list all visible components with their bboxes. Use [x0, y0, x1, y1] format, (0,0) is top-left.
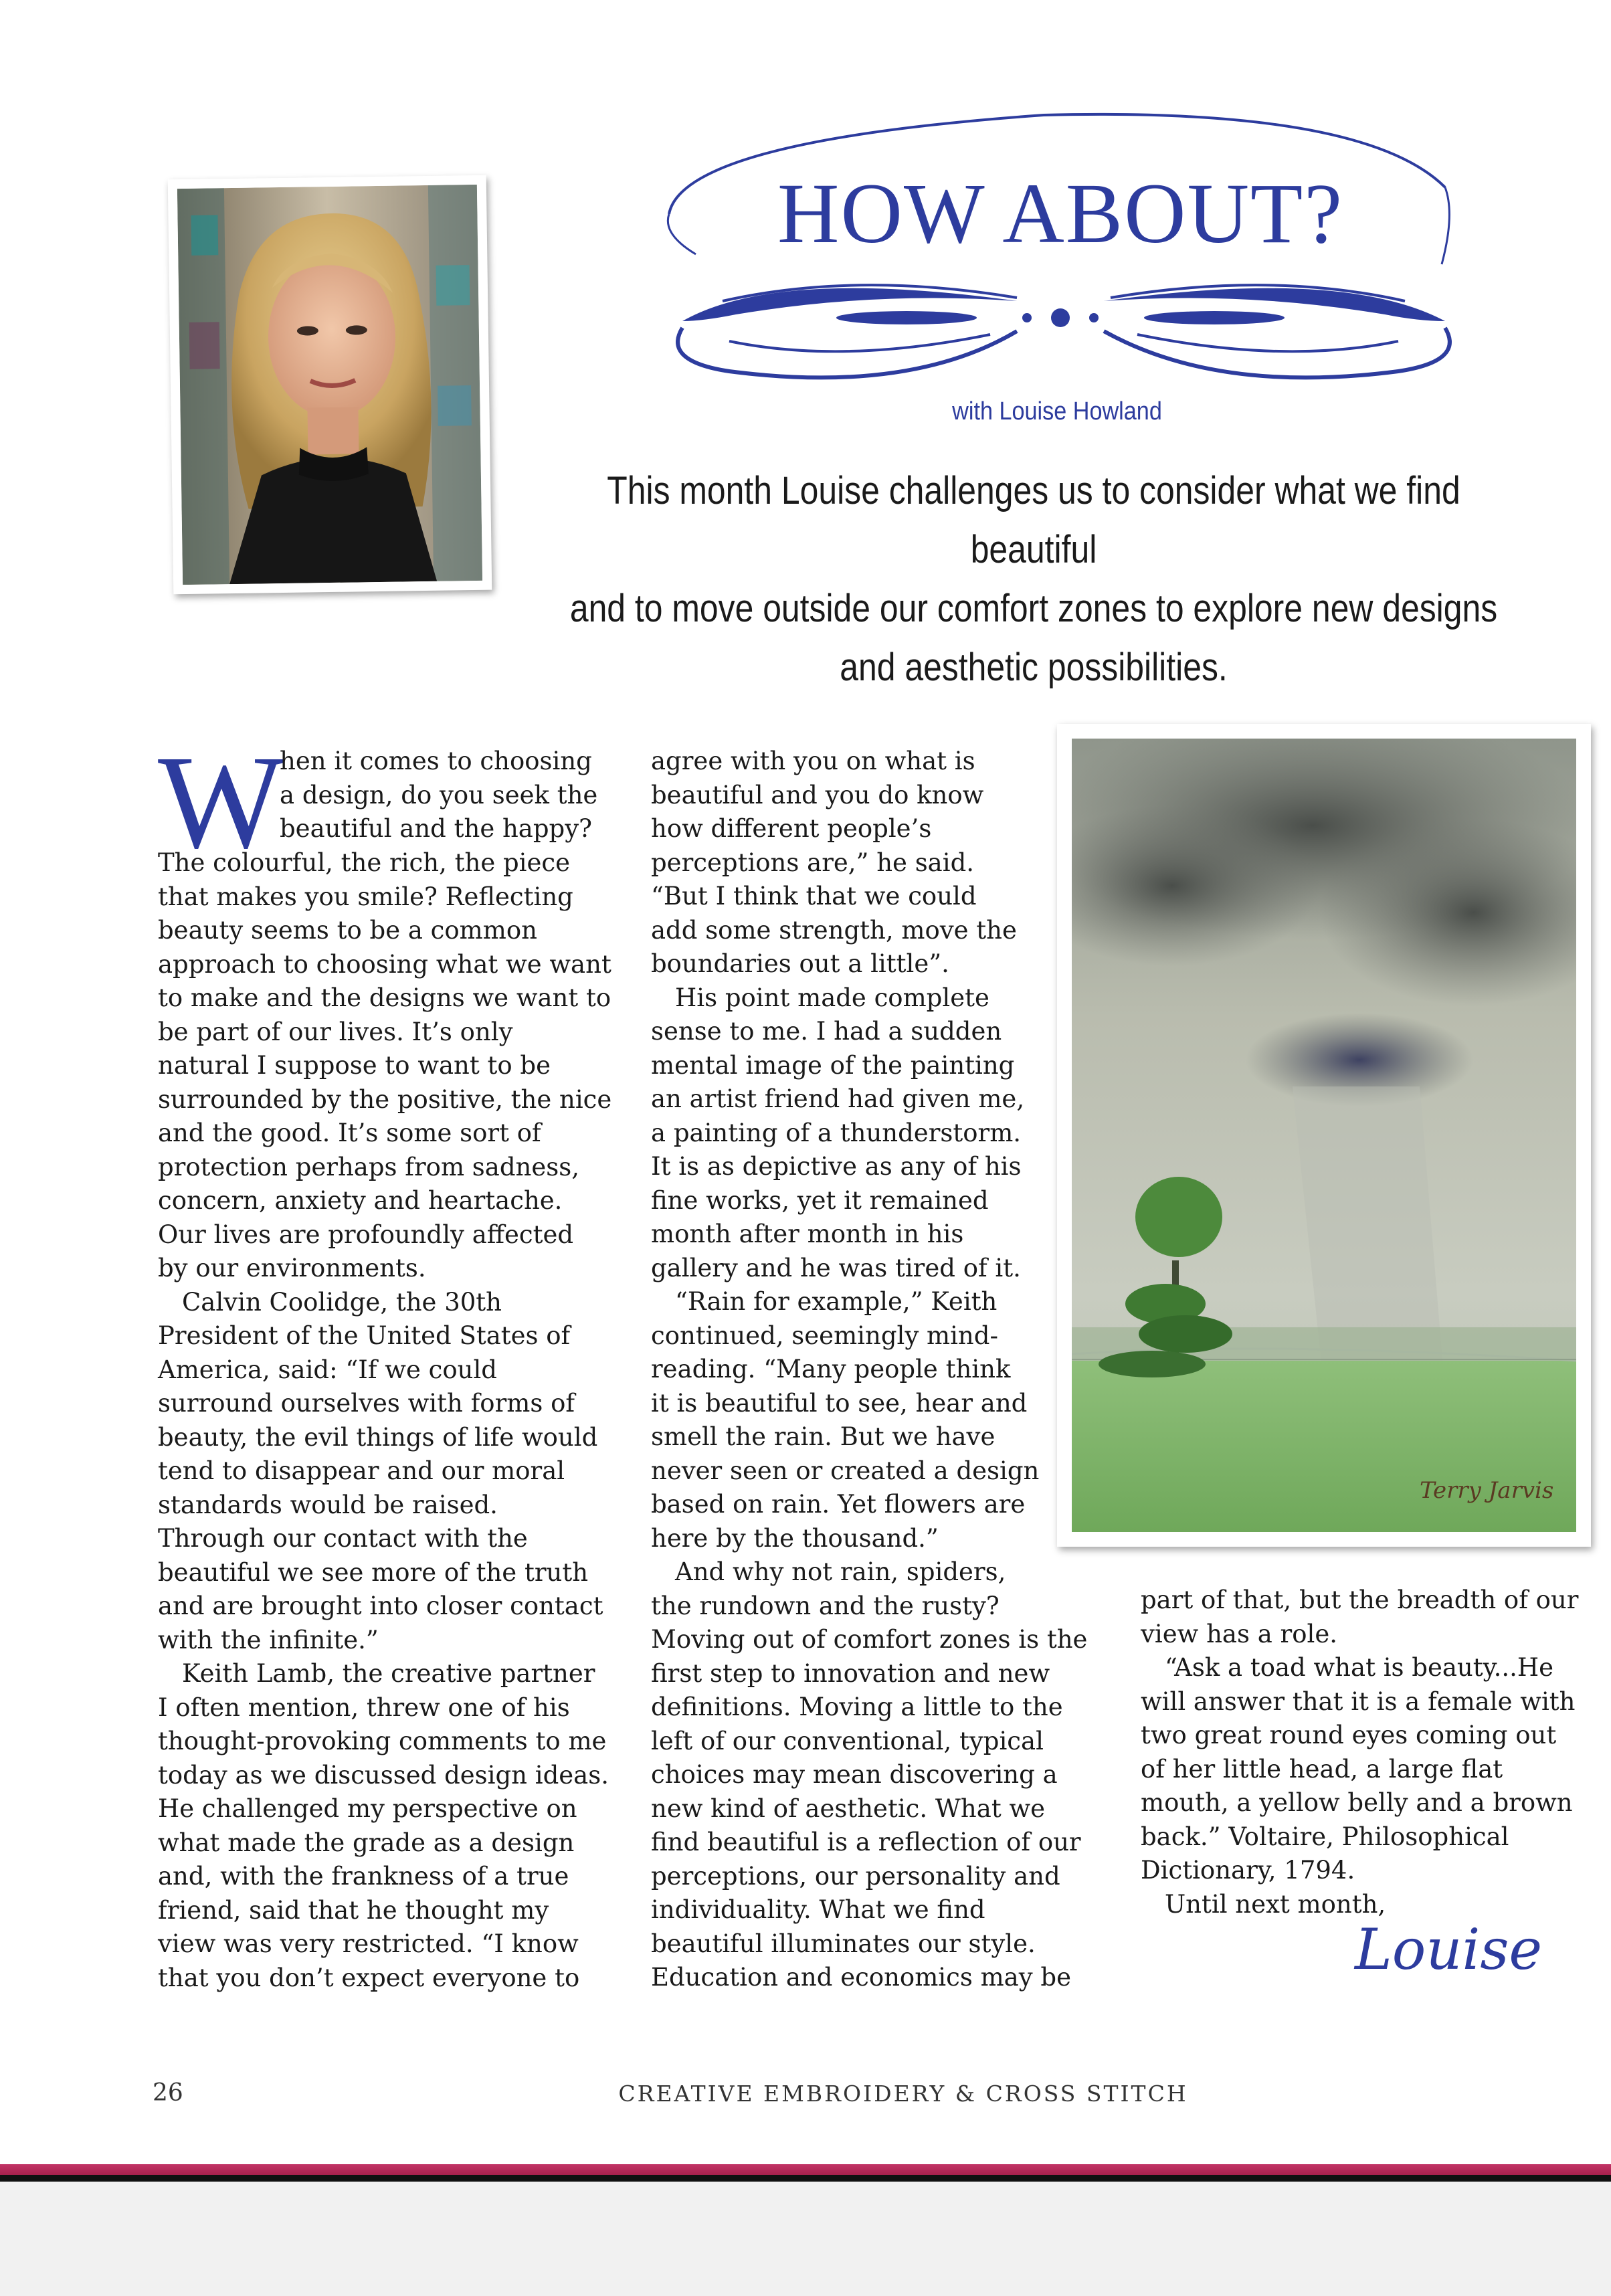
text-line: view was very restricted. “I know: [158, 1929, 579, 1958]
page-number: 26: [153, 2079, 183, 2107]
text-line: beautiful and the happy?: [280, 814, 592, 843]
text-line: the rundown and the rusty?: [651, 1591, 1000, 1620]
text-line: natural I suppose to want to be: [158, 1051, 551, 1080]
text-line: thought-provoking comments to me: [158, 1727, 607, 1755]
text-line: Calvin Coolidge, the 30th: [182, 1287, 502, 1317]
text-line: agree with you on what is: [651, 747, 975, 775]
text-line: standards would be raised.: [158, 1490, 498, 1519]
column-1: [158, 846, 613, 1995]
text-line: part of that, but the breadth of our: [1141, 1586, 1579, 1614]
text-line: beautiful we see more of the truth: [158, 1557, 589, 1587]
text-line: today as we discussed design ideas.: [158, 1760, 609, 1790]
text-line: smell the rain. But we have: [651, 1422, 996, 1451]
standfirst-line: This month Louise challenges us to consider what we find beautiful: [607, 469, 1460, 571]
text-line: first step to innovation and new: [651, 1658, 1050, 1688]
text-line: He challenged my perspective on: [158, 1794, 577, 1823]
text-line: Until next month,: [1165, 1889, 1386, 1919]
text-line: surrounded by the positive, the nice: [158, 1084, 612, 1114]
byline: with Louise Howland: [952, 397, 1162, 425]
text-line: how different people’s: [651, 814, 932, 843]
column-2: [651, 745, 1086, 1995]
drop-cap: W: [158, 729, 284, 876]
text-line: to make and the designs we want to: [158, 983, 611, 1012]
text-line: view has a role.: [1141, 1619, 1337, 1648]
painting-signature: Terry Jarvis: [1420, 1477, 1554, 1504]
text-line: And why not rain, spiders,: [675, 1557, 1006, 1586]
text-line: mouth, a yellow belly and a brown: [1141, 1788, 1573, 1817]
text-line: month after month in his: [651, 1220, 964, 1248]
text-line: will answer that it is a female with: [1141, 1687, 1576, 1716]
text-line: it is beautiful to see, hear and: [651, 1388, 1028, 1418]
text-line: His point made complete: [675, 983, 989, 1012]
standfirst: [559, 462, 1509, 697]
dropcap-lines: [280, 745, 597, 846]
text-line: be part of our lives. It’s only: [158, 1017, 513, 1046]
thunderstorm-painting: [1057, 724, 1591, 1547]
text-line: It is as depictive as any of his: [651, 1152, 1022, 1181]
text-line: here by the thousand.”: [651, 1523, 939, 1553]
text-line: “Rain for example,” Keith: [675, 1287, 998, 1316]
standfirst-line: and aesthetic possibilities.: [840, 646, 1228, 689]
text-line: that makes you smile? Reflecting: [158, 882, 573, 911]
text-line: President of the United States of: [158, 1321, 571, 1350]
text-line: “But I think that we could: [651, 882, 977, 911]
text-line: of her little head, a large flat: [1141, 1754, 1503, 1784]
text-line: perceptions are,” he said.: [651, 848, 975, 877]
footer-rule-dark: [0, 2175, 1611, 2182]
text-line: beautiful and you do know: [651, 780, 984, 809]
page-margin: [0, 2182, 1611, 2296]
text-line: and, with the frankness of a true: [158, 1862, 569, 1891]
text-line: Education and economics may be: [651, 1963, 1071, 1992]
text-line: concern, anxiety and heartache.: [158, 1186, 563, 1215]
text-line: perceptions, our personality and: [651, 1861, 1060, 1891]
text-line: continued, seemingly mind-: [651, 1321, 998, 1350]
author-photo: [168, 175, 492, 595]
text-line: protection perhaps from sadness,: [158, 1152, 579, 1181]
text-line: beautiful illuminates our style.: [651, 1929, 1036, 1958]
text-line: I often mention, threw one of his: [158, 1693, 570, 1722]
text-line: a painting of a thunderstorm.: [651, 1118, 1022, 1147]
text-line: Keith Lamb, the creative partner: [182, 1659, 595, 1688]
column-3: [1141, 1584, 1596, 1921]
text-line: never seen or created a design: [651, 1456, 1040, 1485]
text-line: an artist friend had given me,: [651, 1084, 1025, 1113]
text-line: by our environments.: [158, 1254, 426, 1282]
text-line: mental image of the painting: [651, 1050, 1015, 1080]
text-line: tend to disappear and our moral: [158, 1456, 565, 1485]
text-line: with the infinite.”: [158, 1625, 379, 1654]
text-line: add some strength, move the: [651, 915, 1017, 945]
text-line: boundaries out a little”.: [651, 949, 949, 978]
text-line: new kind of aesthetic. What we: [651, 1794, 1046, 1823]
text-line: definitions. Moving a little to the: [651, 1693, 1063, 1721]
text-line: left of our conventional, typical: [651, 1726, 1044, 1755]
text-line: based on rain. Yet flowers are: [651, 1490, 1026, 1519]
author-signature: Louise: [1355, 1917, 1543, 1982]
text-line: Moving out of comfort zones is the: [651, 1625, 1088, 1654]
text-line: America, said: “If we could: [158, 1355, 497, 1384]
text-line: surround ourselves with forms of: [158, 1389, 575, 1418]
text-line: a design, do you seek the: [280, 780, 598, 809]
text-line: two great round eyes coming out: [1141, 1721, 1557, 1749]
footer-rule: [0, 2164, 1611, 2175]
text-line: “Ask a toad what is beauty...He: [1165, 1653, 1554, 1682]
text-line: Dictionary, 1794.: [1141, 1856, 1355, 1885]
text-line: that you don’t expect everyone to: [158, 1963, 580, 1992]
text-line: individuality. What we find: [651, 1895, 985, 1924]
text-line: find beautiful is a reflection of our: [651, 1828, 1081, 1856]
standfirst-line: and to move outside our comfort zones to explore new designs: [569, 587, 1498, 630]
text-line: Our lives are profoundly affected: [158, 1220, 574, 1249]
text-line: The colourful, the rich, the piece: [158, 848, 571, 877]
text-line: and the good. It’s some sort of: [158, 1119, 541, 1147]
text-line: Through our contact with the: [158, 1524, 528, 1553]
magazine-name: CREATIVE EMBROIDERY & CROSS STITCH: [618, 2081, 1188, 2107]
text-line: hen it comes to choosing: [280, 747, 592, 775]
text-line: reading. “Many people think: [651, 1355, 1011, 1383]
text-line: beauty seems to be a common: [158, 916, 537, 945]
text-line: gallery and he was tired of it.: [651, 1253, 1021, 1282]
text-line: choices may mean discovering a: [651, 1760, 1058, 1789]
text-line: friend, said that he thought my: [158, 1895, 549, 1925]
text-line: what made the grade as a design: [158, 1828, 575, 1857]
text-line: back.” Voltaire, Philosophical: [1141, 1822, 1509, 1851]
text-line: beauty, the evil things of life would: [158, 1422, 598, 1452]
text-line: and are brought into closer contact: [158, 1592, 603, 1620]
page-title: HOW ABOUT?: [777, 166, 1343, 261]
text-line: approach to choosing what we want: [158, 949, 611, 979]
text-line: sense to me. I had a sudden: [651, 1017, 1002, 1046]
text-line: fine works, yet it remained: [651, 1185, 989, 1215]
